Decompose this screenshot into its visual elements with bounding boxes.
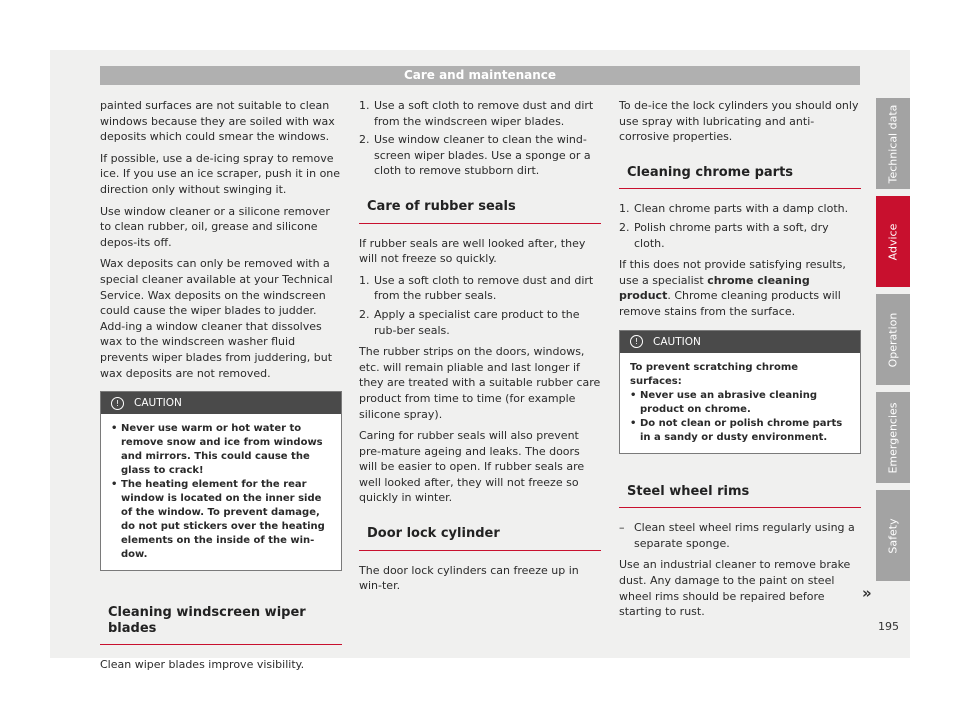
- heading-steel-wheel-rims: Steel wheel rims: [619, 480, 861, 509]
- tab-emergencies[interactable]: Emergencies: [876, 392, 910, 483]
- paragraph: Caring for rubber seals will also prevent pre-mature ageing and leaks. The doors will be easier to open. If rubber seals are well looked after, they will not freeze so quickly in winter.: [359, 429, 585, 505]
- caution-item: • Never use an abrasive cleaning product on chrome.: [630, 389, 850, 417]
- paragraph: painted surfaces are not suitable to clean windows because they are soiled with wax deposits which could smear the windows.: [100, 99, 335, 144]
- column-2: [359, 98, 601, 600]
- tab-safety[interactable]: Safety: [876, 490, 910, 581]
- step-item: 1. Clean chrome parts with a damp cloth.: [619, 202, 849, 216]
- column-1: [100, 98, 342, 679]
- paragraph: Clean wiper blades improve visibility.: [100, 658, 305, 672]
- step-item: 1. Use a soft cloth to remove dust and dirt from the windscreen wiper blades.: [359, 99, 594, 128]
- caution-header: [101, 392, 341, 414]
- step-item: 2. Apply a specialist care product to the rub-ber seals.: [359, 307, 580, 337]
- rubber-steps: [359, 273, 601, 338]
- warning-icon: !: [111, 397, 124, 410]
- caution-box-windows: [100, 391, 342, 571]
- caution-title: To prevent scratching chrome surfaces:: [630, 361, 799, 387]
- dash-item: – Clean steel wheel rims regularly using a separate sponge.: [619, 520, 861, 551]
- paragraph: If this does not provide satisfying results, use a specialist chrome cleaning product. Chrome cleaning products will remove stains from the surface.: [619, 258, 846, 318]
- column-3: [619, 98, 861, 626]
- caution-body: [101, 414, 341, 570]
- paragraph: Use window cleaner or a silicone remover to clean rubber, oil, grease and silicone depos-its off.: [100, 204, 330, 249]
- caution-item: • The heating element for the rear window is located on the inner side of the window. To prevent damage, do not put stickers over the heating elements on the inside of the win-dow.: [111, 478, 331, 562]
- caution-label: CAUTION: [653, 335, 701, 348]
- steel-dash-list: [619, 520, 861, 551]
- tab-operation[interactable]: Operation: [876, 294, 910, 385]
- paragraph: If possible, use a de-icing spray to remove ice. If you use an ice scraper, push it in one direction only without swinging it.: [100, 151, 341, 196]
- tab-technical-data[interactable]: Technical data: [876, 98, 910, 189]
- paragraph: If rubber seals are well looked after, they will not freeze so quickly.: [359, 236, 586, 266]
- heading-door-lock-cylinder: Door lock cylinder: [359, 522, 601, 551]
- paragraph: The rubber strips on the doors, windows, etc. will remain pliable and last longer if they are treated with a suitable rubber care product from time to time (for example silicone spray).: [359, 345, 601, 421]
- caution-item: • Never use warm or hot water to remove snow and ice from windows and mirrors. This could cause the glass to crack!: [111, 422, 331, 478]
- heading-cleaning-wiper-blades: Cleaning windscreen wiper blades: [100, 601, 342, 645]
- paragraph: Wax deposits can only be removed with a special cleaner available at your Technical Service. Wax deposits on the windscreen could cause the wiper blades to judder. Add-ing a window cleaner that dissolves wax to the windscreen washer fluid prevents wiper blades from juddering, but wax deposits are not removed.: [100, 257, 333, 380]
- caution-header: [620, 331, 860, 353]
- caution-item: • Do not clean or polish chrome parts in a sandy or dusty environment.: [630, 417, 850, 445]
- paragraph: The door lock cylinders can freeze up in win-ter.: [359, 563, 579, 593]
- caution-body: [620, 353, 860, 453]
- step-item: 2. Use window cleaner to clean the wind-screen wiper blades. Use a sponge or a cloth to remove stubborn dirt.: [359, 133, 591, 178]
- page-number: 195: [878, 620, 899, 633]
- paragraph: Use an industrial cleaner to remove brake dust. Any damage to the paint on steel wheel rims should be repaired before starting to rust.: [619, 558, 851, 619]
- step-item: 1. Use a soft cloth to remove dust and dirt from the rubber seals.: [359, 273, 594, 303]
- wiper-steps: [359, 98, 601, 179]
- heading-cleaning-chrome-parts: Cleaning chrome parts: [619, 161, 861, 190]
- warning-icon: !: [630, 335, 643, 348]
- page-header: Care and maintenance: [100, 66, 860, 85]
- heading-care-rubber-seals: Care of rubber seals: [359, 195, 601, 224]
- chrome-steps: [619, 201, 861, 251]
- tab-advice[interactable]: Advice: [876, 196, 910, 287]
- caution-label: CAUTION: [134, 397, 182, 410]
- caution-box-chrome: [619, 330, 861, 454]
- step-item: 2. Polish chrome parts with a soft, dry cloth.: [619, 220, 829, 250]
- paragraph: To de-ice the lock cylinders you should only use spray with lubricating and anti-corrosive properties.: [619, 99, 859, 144]
- continue-arrow-icon: »: [862, 584, 872, 602]
